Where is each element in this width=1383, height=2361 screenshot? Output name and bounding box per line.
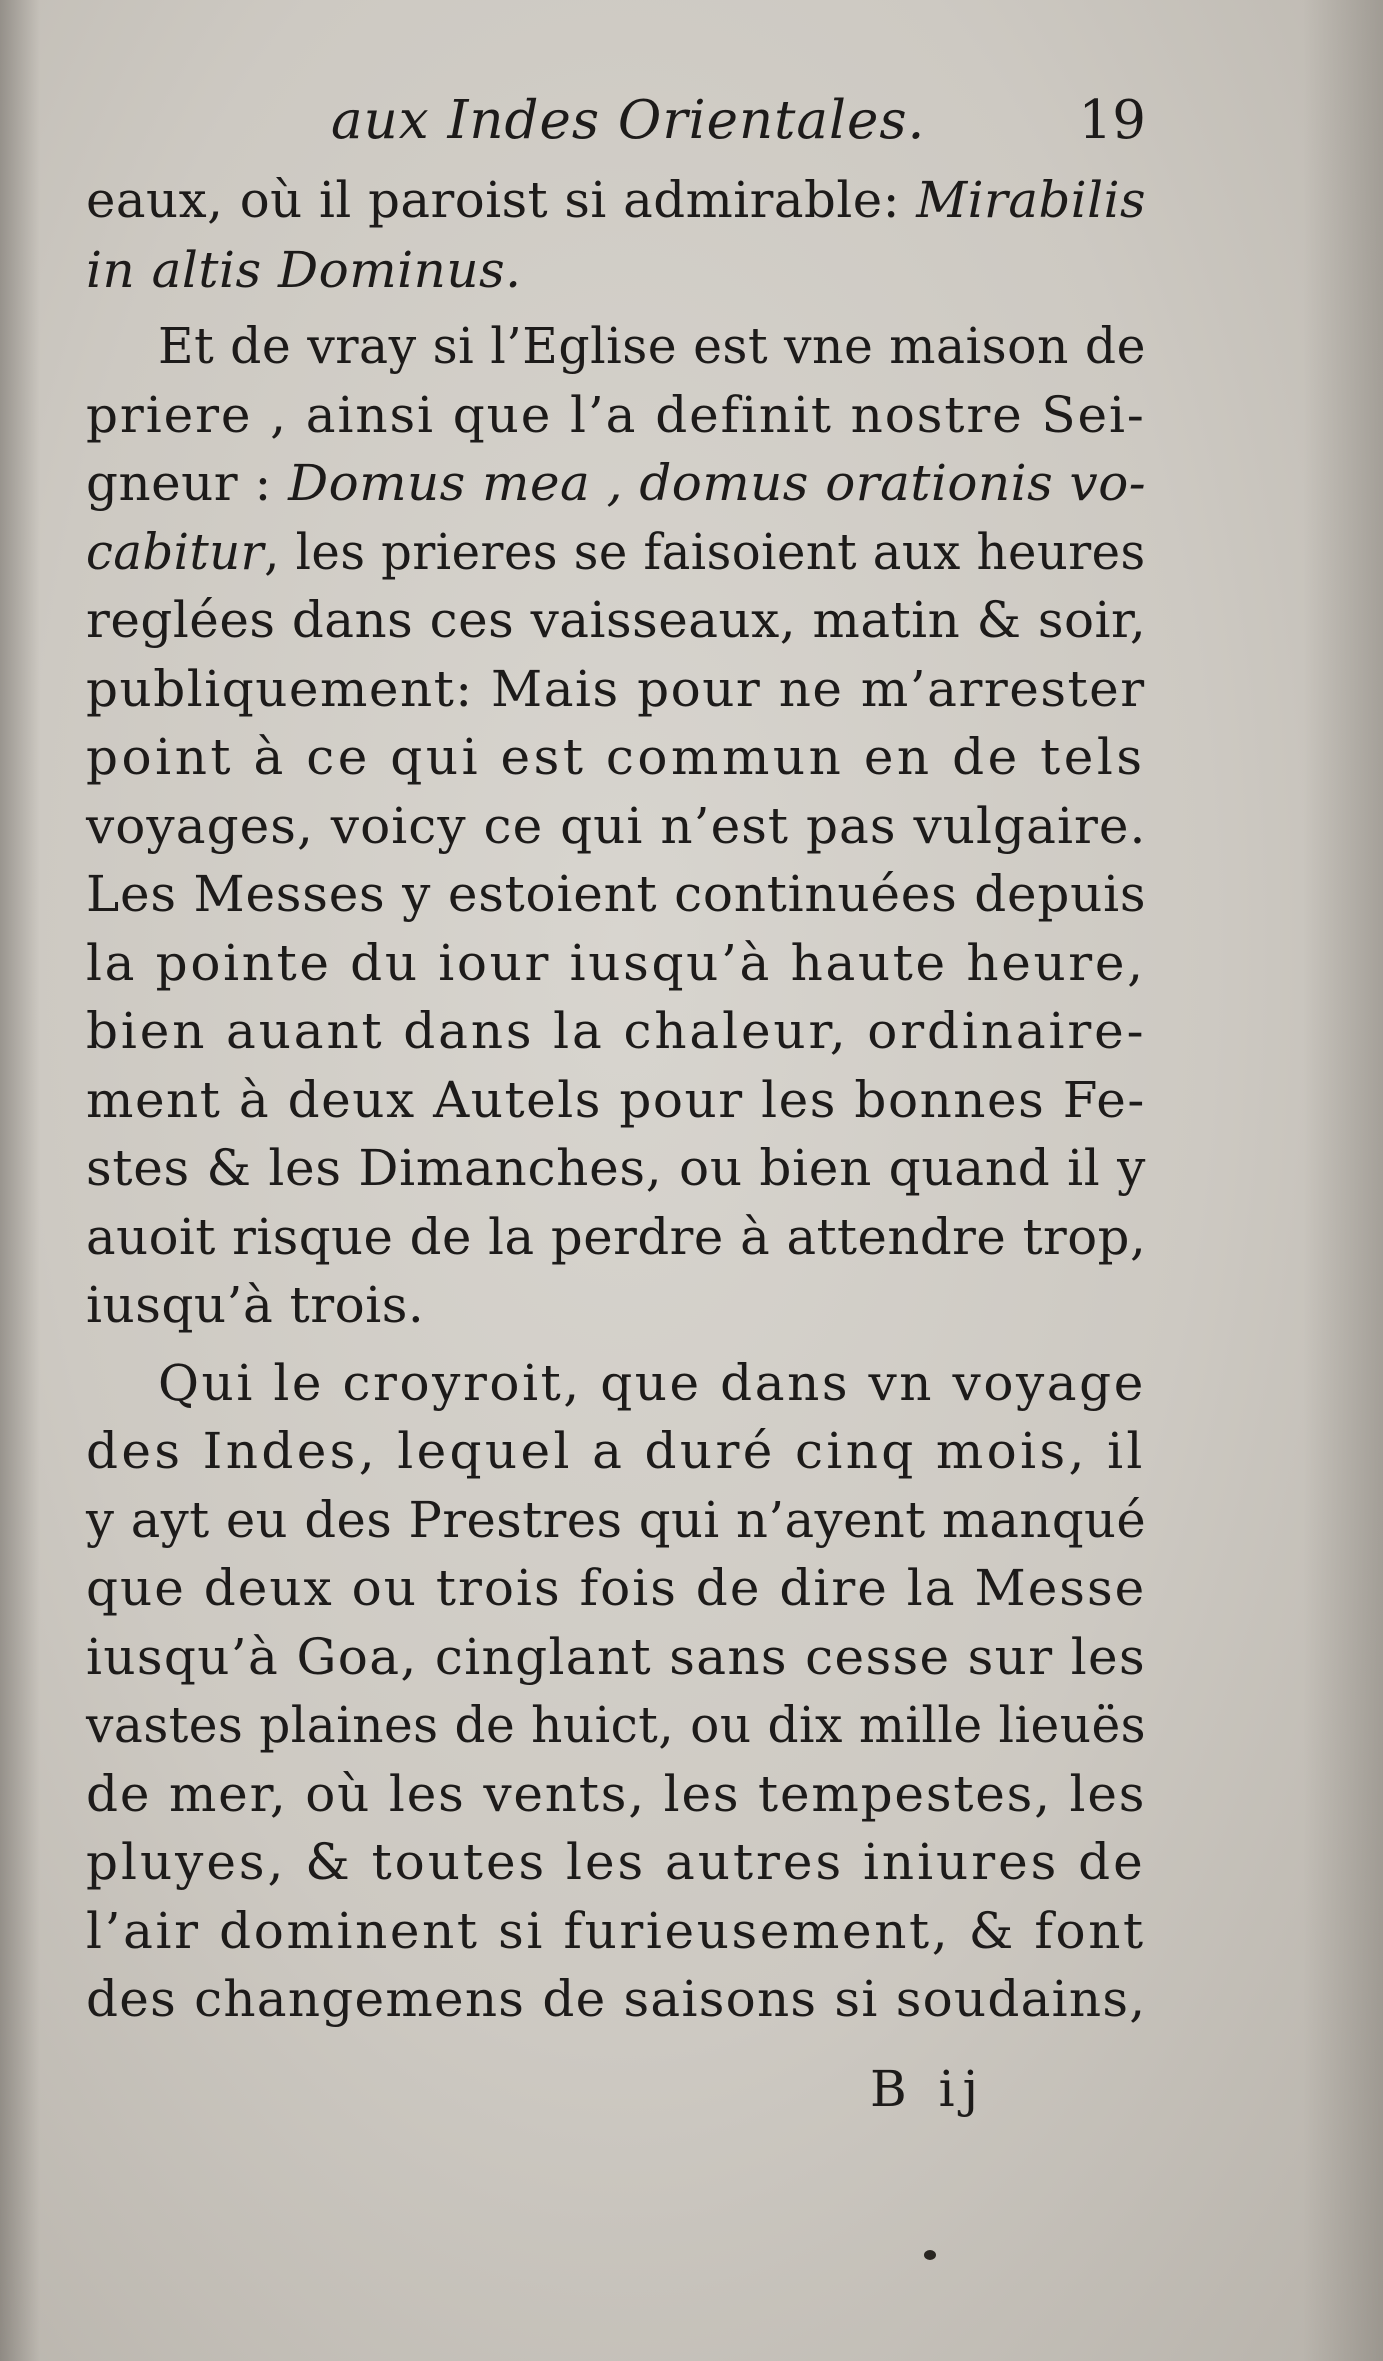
ink-spot [924,2250,936,2260]
text-line: l’air dominent si furieusement, & font [86,1902,1146,1960]
text-line: Les Messes y estoient continuées depuis [86,865,1147,923]
page-number: 19 [1078,90,1146,151]
text-line: y ayt eu des Prestres qui n’ayent manqué [86,1491,1147,1549]
text-line: priere , ainsi que l’a definit nostre Sei- [86,386,1146,444]
text-line: cabitur, les prieres se faisoient aux heures [86,523,1146,581]
text-line: iusqu’à trois. [86,1276,425,1334]
edge-shadow [1303,0,1383,2361]
signature-mark: B ij [870,2060,987,2118]
text-line: point à ce qui est commun en de tels [86,728,1146,786]
text-line: gneur : Domus mea , domus orationis vo- [86,454,1147,512]
text-line: ment à deux Autels pour les bonnes Fe- [86,1071,1146,1129]
text-line: bien auant dans la chaleur, ordinaire- [86,1002,1147,1060]
paragraph-start-line: Qui le croyroit, que dans vn voyage [158,1354,1146,1412]
text-line: la pointe du iour iusqu’à haute heure, [86,934,1146,992]
text-line: des changemens de saisons si soudains, [86,1970,1147,2028]
text-line: vastes plaines de huict, ou dix mille lieuës [86,1696,1147,1754]
gutter-shadow [0,0,40,2361]
text-line: in altis Dominus. [86,241,522,299]
text-line: pluyes, & toutes les autres iniures de [86,1833,1146,1891]
text-line: publiquement: Mais pour ne m’arrester [86,660,1146,718]
text-line: auoit risque de la perdre à attendre trop, [86,1208,1147,1266]
text-line: de mer, où les vents, les tempestes, les [86,1765,1147,1823]
paragraph-start-line: Et de vray si l’Eglise est vne maison de [158,317,1146,375]
text-line: des Indes, lequel a duré cinq mois, il [86,1422,1146,1480]
body-text [86,170,1146,2160]
text-line: voyages, voicy ce qui n’est pas vulgaire. [86,797,1147,855]
running-title: aux Indes Orientales. [331,90,926,151]
text-line: iusqu’à Goa, cinglant sans cesse sur les [86,1628,1147,1686]
text-line: que deux ou trois fois de dire la Messe [86,1559,1147,1617]
text-line: reglées dans ces vaisseaux, matin & soir, [86,591,1147,649]
page-header [86,90,1146,160]
text-line: stes & les Dimanches, ou bien quand il y [86,1139,1147,1197]
text-line: eaux, où il paroist si admirable: Mirabilis [86,171,1146,229]
